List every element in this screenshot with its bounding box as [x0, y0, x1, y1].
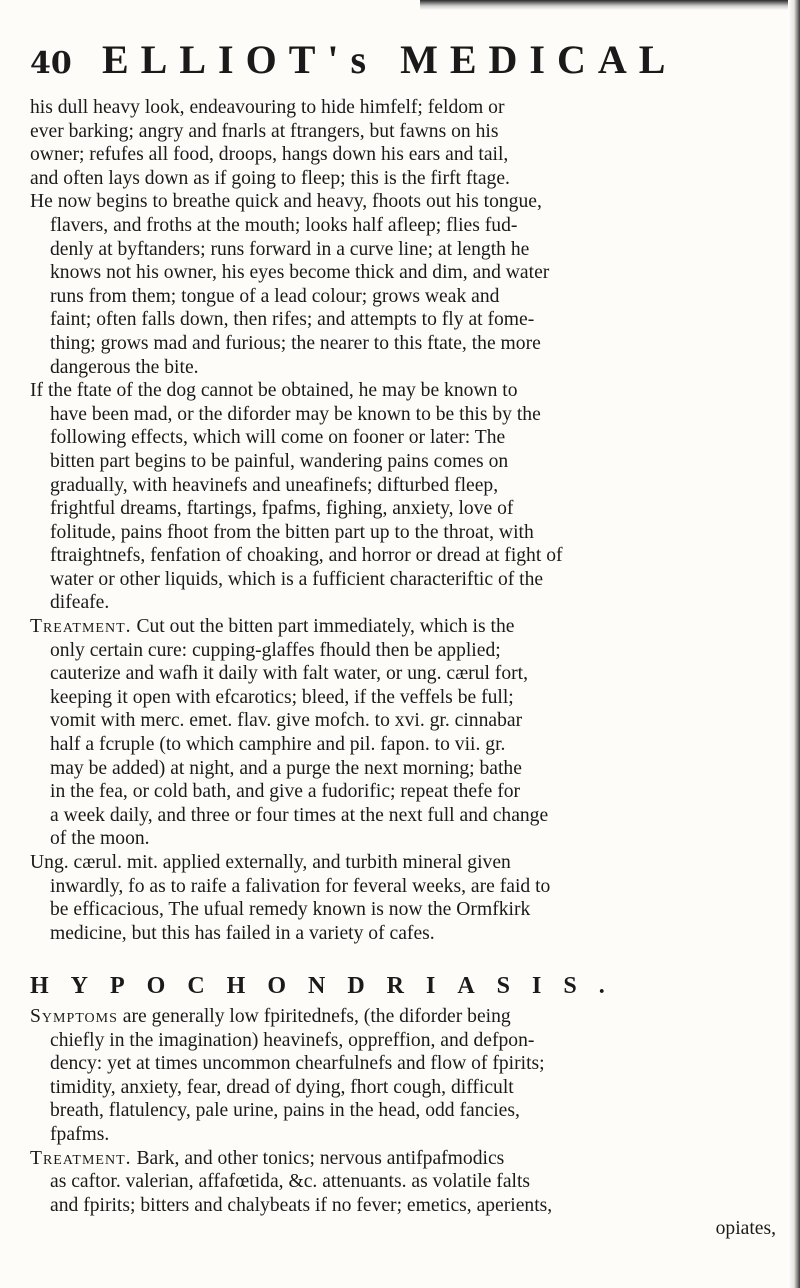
page-top-shadow	[420, 0, 800, 10]
text-run: are generally low fpiritednefs, (the diforder being	[122, 1005, 511, 1027]
hypochondriasis-symptoms-paragraph	[30, 1005, 786, 1147]
hypochondriasis-treatment-paragraph	[30, 1147, 786, 1241]
text-line: timidity, anxiety, fear, dread of dying, fhort cough, difficult	[50, 1076, 514, 1098]
text-run: Cut out the bitten part immediately, which is the	[136, 616, 515, 638]
text-line: flavers, and froths at the mouth; looks half afleep; flies fud-	[50, 214, 518, 236]
text-line: may be added) at night, and a purge the next morning; bathe	[50, 757, 522, 779]
text-line: runs from them; tongue of a lead colour; grows weak and	[50, 285, 500, 307]
treatment-heading: Treatment.	[30, 1147, 132, 1169]
text-line: be efficacious, The ufual remedy known is now the Ormfkirk	[50, 899, 531, 921]
section-title-hypochondriasis: HYPOCHONDRIASIS.	[30, 973, 627, 1000]
text-line: folitude, pains fhoot from the bitten part up to the throat, with	[50, 521, 534, 543]
rabies-remedy-paragraph	[30, 851, 786, 945]
text-line: medicine, but this has failed in a variety of cafes.	[50, 922, 435, 944]
text-line: of the moon.	[50, 828, 150, 850]
text-line: knows not his owner, his eyes become thick and dim, and water	[50, 262, 550, 284]
text-line: frightful dreams, ftartings, fpafms, fighing, anxiety, love of	[50, 498, 514, 520]
text-line: opiates,	[715, 1218, 776, 1240]
text-line: thing; grows mad and furious; the nearer to this ftate, the more	[50, 332, 541, 354]
text-line: following effects, which will come on fooner or later: The	[50, 427, 506, 449]
text-line: gradually, with heavinefs and uneafinefs; difturbed fleep,	[50, 474, 499, 496]
text-line: and often lays down as if going to fleep; this is the firft ftage.	[30, 167, 510, 189]
text-line: and fpirits; bitters and chalybeats if no fever; emetics, aperients,	[50, 1194, 553, 1216]
text-line: dangerous the bite.	[50, 356, 199, 378]
text-line	[30, 1005, 786, 1029]
text-line: difeafe.	[50, 592, 110, 614]
text-line: denly at byftanders; runs forward in a curve line; at length he	[50, 238, 530, 260]
text-line: chiefly in the imagination) heavinefs, oppreffion, and defpon-	[50, 1029, 535, 1051]
text-line: ftraightnefs, fenfation of choaking, and horror or dread at fight of	[50, 545, 563, 567]
page-header	[30, 36, 770, 80]
text-line: vomit with merc. emet. flav. give mofch. to xvi. gr. cinnabar	[50, 710, 523, 732]
text-line: as caftor. valerian, affafœtida, &c. attenuants. as volatile falts	[50, 1171, 531, 1193]
text-line: Ung. cærul. mit. applied externally, and turbith mineral given	[30, 852, 511, 873]
text-line: half a fcruple (to which camphire and pil. fapon. to vii. gr.	[50, 734, 506, 756]
text-line: his dull heavy look, endeavouring to hide himfelf; feldom or	[30, 97, 505, 118]
body-text	[30, 96, 786, 1241]
text-line: a week daily, and three or four times at the next full and change	[50, 804, 549, 826]
text-line: fpafms.	[50, 1123, 110, 1145]
text-line: If the ftate of the dog cannot be obtained, he may be known to	[30, 380, 518, 402]
page-number: 40	[30, 46, 72, 81]
symptoms-heading: Symptoms	[30, 1005, 118, 1027]
rabies-symptoms-paragraph	[30, 96, 786, 379]
text-line: ever barking; angry and fnarls at ftrangers, but fawns on his	[30, 120, 499, 142]
rabies-treatment-paragraph	[30, 615, 786, 851]
text-line: faint; often falls down, then rifes; and attempts to fly at fome-	[50, 309, 535, 331]
text-line: keeping it open with efcarotics; bleed, if the veffels be full;	[50, 686, 514, 708]
text-line: cauterize and wafh it daily with falt water, or ung. cærul fort,	[50, 663, 528, 685]
text-line: inwardly, fo as to raife a falivation for feveral weeks, are faid to	[50, 875, 551, 897]
text-line	[30, 615, 786, 639]
text-line: have been mad, or the diforder may be known to be this by the	[50, 403, 541, 425]
text-line: He now begins to breathe quick and heavy, fhoots out his tongue,	[30, 191, 542, 213]
text-line	[30, 1147, 786, 1171]
text-line: owner; refufes all food, droops, hangs down his ears and tail,	[30, 144, 509, 166]
rabies-effects-paragraph	[30, 379, 786, 615]
text-line: breath, flatulency, pale urine, pains in the head, odd fancies,	[50, 1100, 520, 1122]
text-line: only certain cure: cupping-glaffes fhould then be applied;	[50, 639, 501, 661]
text-line: dency: yet at times uncommon chearfulnefs and flow of fpirits;	[50, 1053, 545, 1075]
text-line: bitten part begins to be painful, wandering pains comes on	[50, 450, 509, 472]
treatment-heading: Treatment.	[30, 616, 132, 638]
text-line: in the fea, or cold bath, and give a fudorific; repeat thefe for	[50, 781, 521, 803]
page-right-edge	[788, 0, 800, 1288]
text-run: Bark, and other tonics; nervous antifpafmodics	[136, 1147, 505, 1169]
text-line: water or other liquids, which is a fufficient characteriftic of the	[50, 568, 544, 590]
running-head: ELLIOT's MEDICAL	[102, 37, 678, 82]
